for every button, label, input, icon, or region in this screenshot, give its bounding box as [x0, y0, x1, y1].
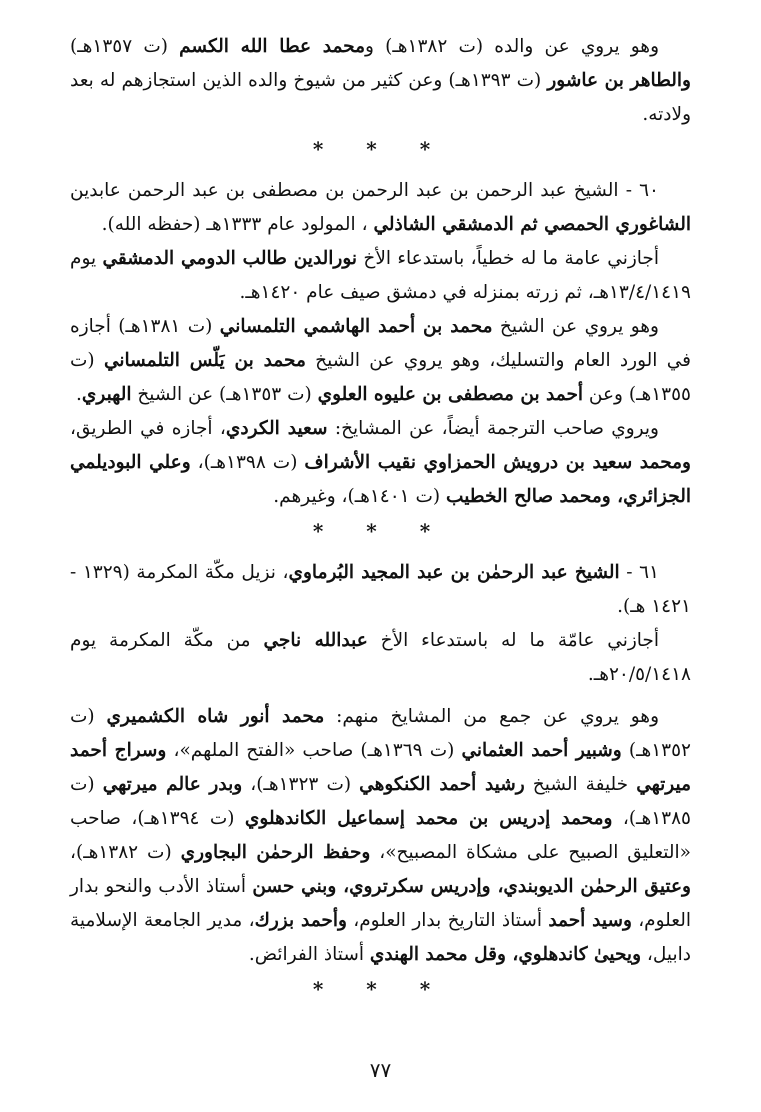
section-divider: * * *: [312, 519, 449, 543]
name-highlight: ويحيىٰ كاندهلوي، وقل محمد الهندي: [369, 944, 642, 965]
text: (ت ١٣٨١هـ) أجازه في الورد العام والتسليك، وهو يروي عن الشيخ: [70, 316, 692, 371]
name-highlight: وبدر عالم ميرتهي: [102, 774, 243, 795]
text: أجازني عامة ما له خطياً، باستدعاء الأخ: [357, 248, 660, 269]
page-body: [70, 30, 691, 1072]
text: .: [76, 384, 82, 405]
entry-60-narration: [70, 310, 691, 412]
name-highlight: رشيد أحمد الكنكوهي: [359, 774, 525, 795]
entry-60-title: [70, 174, 691, 242]
text: وهو يروي عن جمع من المشايخ منهم:: [324, 706, 660, 727]
text: (ت ١٣٩٣هـ) وعن كثير من شيوخ والده الذين استجازهم له بعد ولادته.: [70, 70, 691, 125]
text: ، المولود عام ١٣٣٣هـ (حفظه الله).: [101, 214, 374, 235]
name-highlight: نورالدين طالب الدومي الدمشقي: [102, 248, 358, 269]
text: (ت ١٣٥٢هـ): [70, 706, 691, 761]
name-highlight: محمد أنور شاه الكشميري: [106, 706, 325, 727]
entry-60-ijaza: [70, 242, 691, 310]
name-highlight: محمد بن يَلّس التلمساني: [103, 350, 306, 371]
text: (ت ١٣٨٢هـ)،: [70, 842, 181, 863]
text: (ت ١٣٥٣هـ) عن الشيخ: [131, 384, 318, 405]
name-highlight: ومحمد سعيد بن درويش الحمزاوي نقيب الأشراف: [304, 452, 691, 473]
text: يوم ١٣/٤/١٤١٩هـ، ثم زرته بمنزله في دمشق صيف عام ١٤٢٠هـ.: [70, 248, 691, 303]
text: ويروي صاحب الترجمة أيضاً، عن المشايخ:: [327, 418, 659, 439]
text: (ت ١٣٩٨هـ)،: [190, 452, 305, 473]
name-highlight: محمد بن أحمد الهاشمي التلمساني: [219, 316, 493, 337]
text: أستاذ التاريخ بدار العلوم،: [346, 910, 549, 931]
name-highlight: أحمد بن مصطفى بن عليوه العلوي: [317, 384, 584, 405]
text: خليفة الشيخ: [524, 774, 637, 795]
entry-61-narration: [70, 700, 691, 972]
text: ، أجازه في الطريق،: [70, 418, 226, 439]
text: (ت ١٣٥٧هـ): [70, 36, 180, 57]
name-highlight: ومحمد إدريس بن محمد إسماعيل الكاندهلوي: [244, 808, 613, 829]
section-divider: * * *: [312, 977, 449, 1001]
text: وهو يروي عن والده (ت ١٣٨٢هـ) و: [365, 36, 659, 57]
text: ، نزيل مكّة المكرمة (١٣٢٩ - ١٤٢١ هـ).: [70, 562, 691, 617]
entry-60-other-shaykhs: [70, 412, 691, 514]
name-highlight: الهبري: [81, 384, 132, 405]
name-highlight: وسيد أحمد: [548, 910, 632, 931]
text: (ت ١٤٠١هـ)، وغيرهم.: [273, 486, 447, 507]
page-number: ٧٧: [369, 1058, 392, 1082]
text: (ت ١٣٩٤هـ)، صاحب «التعليق الصبيح على مشكاة المصبيح»،: [70, 808, 691, 863]
name-highlight: الشيخ عبد الرحمٰن بن عبد المجيد البُرماوي: [288, 562, 620, 583]
text: أستاذ الفرائض.: [248, 944, 370, 965]
text: (ت ١٣٨٥هـ)،: [70, 774, 691, 829]
text: من مكّة المكرمة يوم ٢٠/٥/١٤١٨هـ.: [70, 630, 691, 685]
name-highlight: الشاغوري الحمصي ثم الدمشقي الشاذلي: [373, 214, 691, 235]
text: (ت ١٣٢٣هـ)،: [242, 774, 360, 795]
text: ٦١ -: [619, 562, 659, 583]
text: أستاذ الأدب والنحو بدار العلوم،: [70, 876, 691, 931]
name-highlight: وسراج أحمد ميرتهي: [70, 740, 691, 795]
text: ، مدير الجامعة الإسلامية دابيل،: [70, 910, 691, 965]
name-highlight: عبدالله ناجي: [263, 630, 368, 651]
name-highlight: والطاهر بن عاشور: [547, 70, 691, 91]
name-highlight: وأحمد بزرك: [254, 910, 347, 931]
text: (ت ١٣٥٥هـ) وعن: [70, 350, 691, 405]
text: (ت ١٣٦٩هـ) صاحب «الفتح الملهم»،: [166, 740, 462, 761]
name-highlight: وشبير أحمد العثماني: [461, 740, 622, 761]
name-highlight: سعيد الكردي: [225, 418, 328, 439]
section-divider: * * *: [312, 137, 449, 161]
name-highlight: وحفظ الرحمٰن البجاوري: [180, 842, 371, 863]
text: وهو يروي عن الشيخ: [492, 316, 659, 337]
entry-61-ijaza: [70, 624, 691, 692]
name-highlight: وعتيق الرحمٰن الديوبندي، وإدريس سكرتروي، وبني حسن: [252, 876, 691, 897]
text: أجازني عامّة ما له باستدعاء الأخ: [367, 630, 659, 651]
text: ٦٠ - الشيخ عبد الرحمن بن عبد الرحمن بن مصطفى بن عبد الرحمن عابدين: [70, 180, 659, 201]
name-highlight: وعلي البوديلمي الجزائري، ومحمد صالح الخطيب: [70, 452, 691, 507]
entry-61-title: [70, 556, 691, 624]
paragraph-narration-1: [70, 30, 691, 132]
name-highlight: محمد عطا الله الكسم: [179, 36, 366, 57]
